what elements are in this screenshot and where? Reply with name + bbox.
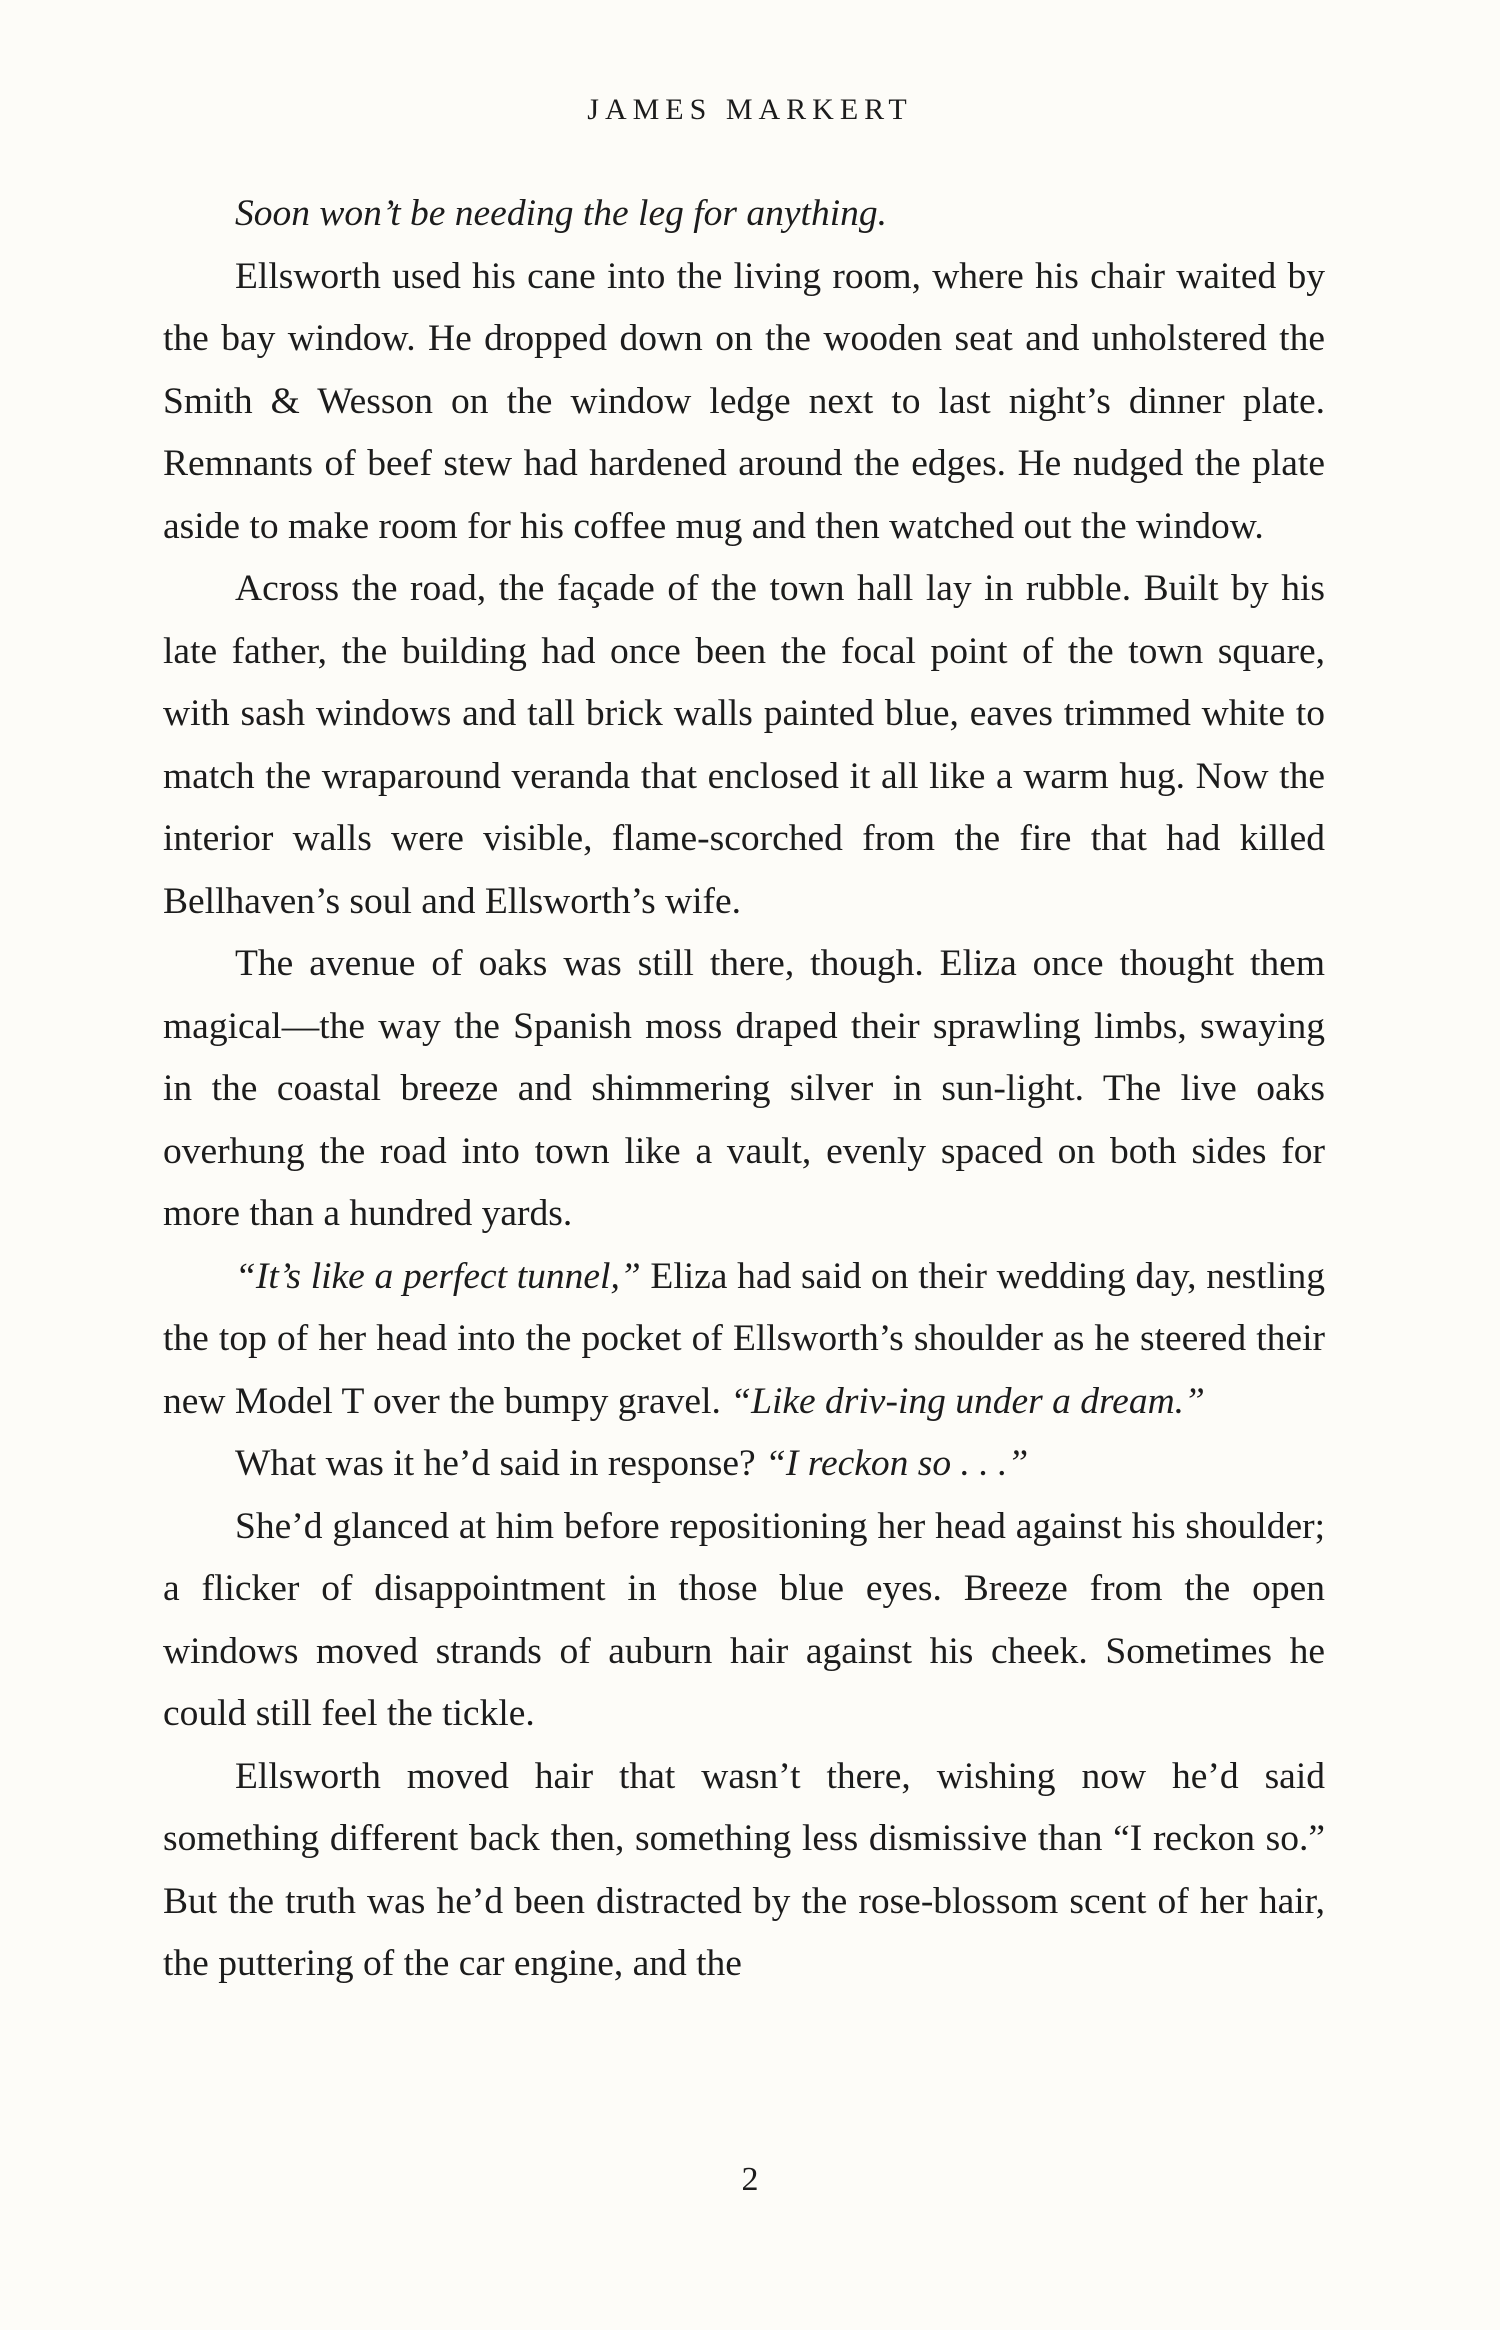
text-run: She’d glanced at him before repositioning her head against his shoulder; a flicker of disappointment in those blue eyes. Breeze from the open windows moved strands of auburn hair against his cheek. Sometimes he could still feel the tickle. (163, 1505, 1325, 1734)
paragraph (163, 1496, 1325, 1746)
page-number: 2 (741, 2161, 759, 2198)
running-head: JAMES MARKERT (587, 93, 913, 126)
text-run: What was it he’d said in response? (235, 1443, 766, 1484)
italic-text: “Like driv-ing under a dream.” (730, 1380, 1205, 1422)
paragraph (163, 246, 1325, 559)
paragraph (163, 1433, 1325, 1496)
text-run: The avenue of oaks was still there, though. Eliza once thought them magical—the way the Spanish moss draped their sprawling limbs, swaying in the coastal breeze and shimmering silver in sun-light. The live oaks overhung the road into town like a vault, evenly spaced on both sides for more than a hundred yards. (163, 943, 1325, 1234)
paragraph (163, 1746, 1325, 1996)
text-run: Ellsworth moved hair that wasn’t there, wishing now he’d said something different back then, something less dismissive than “I reckon so.” But the truth was he’d been distracted by the rose-blossom scent of her hair, the puttering of the car engine, and the (163, 1755, 1325, 1984)
text-run: Ellsworth used his cane into the living room, where his chair waited by the bay window. He dropped down on the wooden seat and unholstered the Smith & Wesson on the window ledge next to last night’s dinner plate. Remnants of beef stew had hardened around the edges. He nudged the plate aside to make room for his coffee mug and then watched out the window. (163, 255, 1325, 547)
paragraph (163, 933, 1325, 1246)
paragraph (163, 1246, 1325, 1434)
italic-text: “I reckon so . . .” (765, 1443, 1029, 1484)
text-run: Across the road, the façade of the town hall lay in rubble. Built by his late father, the building had once been the focal point of the town square, with sash windows and tall brick walls painted blue, eaves trimmed white to match the wraparound veranda that enclosed it all like a warm hug. Now the interior walls were visible, flame-scorched from the fire that had killed Bellhaven’s soul and Ellsworth’s wife. (163, 568, 1325, 922)
body-text (163, 183, 1325, 1996)
paragraph (163, 558, 1325, 933)
paragraph (163, 183, 1325, 246)
italic-text: Soon won’t be needing the leg for anything. (235, 193, 887, 234)
text-run: Eliza had said on their wedding day, nestling the top of her head into the pocket of Ellsworth’s shoulder as he steered their new Model T over the bumpy gravel. (163, 1255, 1325, 1422)
italic-text: “It’s like a perfect tunnel,” (235, 1255, 641, 1297)
